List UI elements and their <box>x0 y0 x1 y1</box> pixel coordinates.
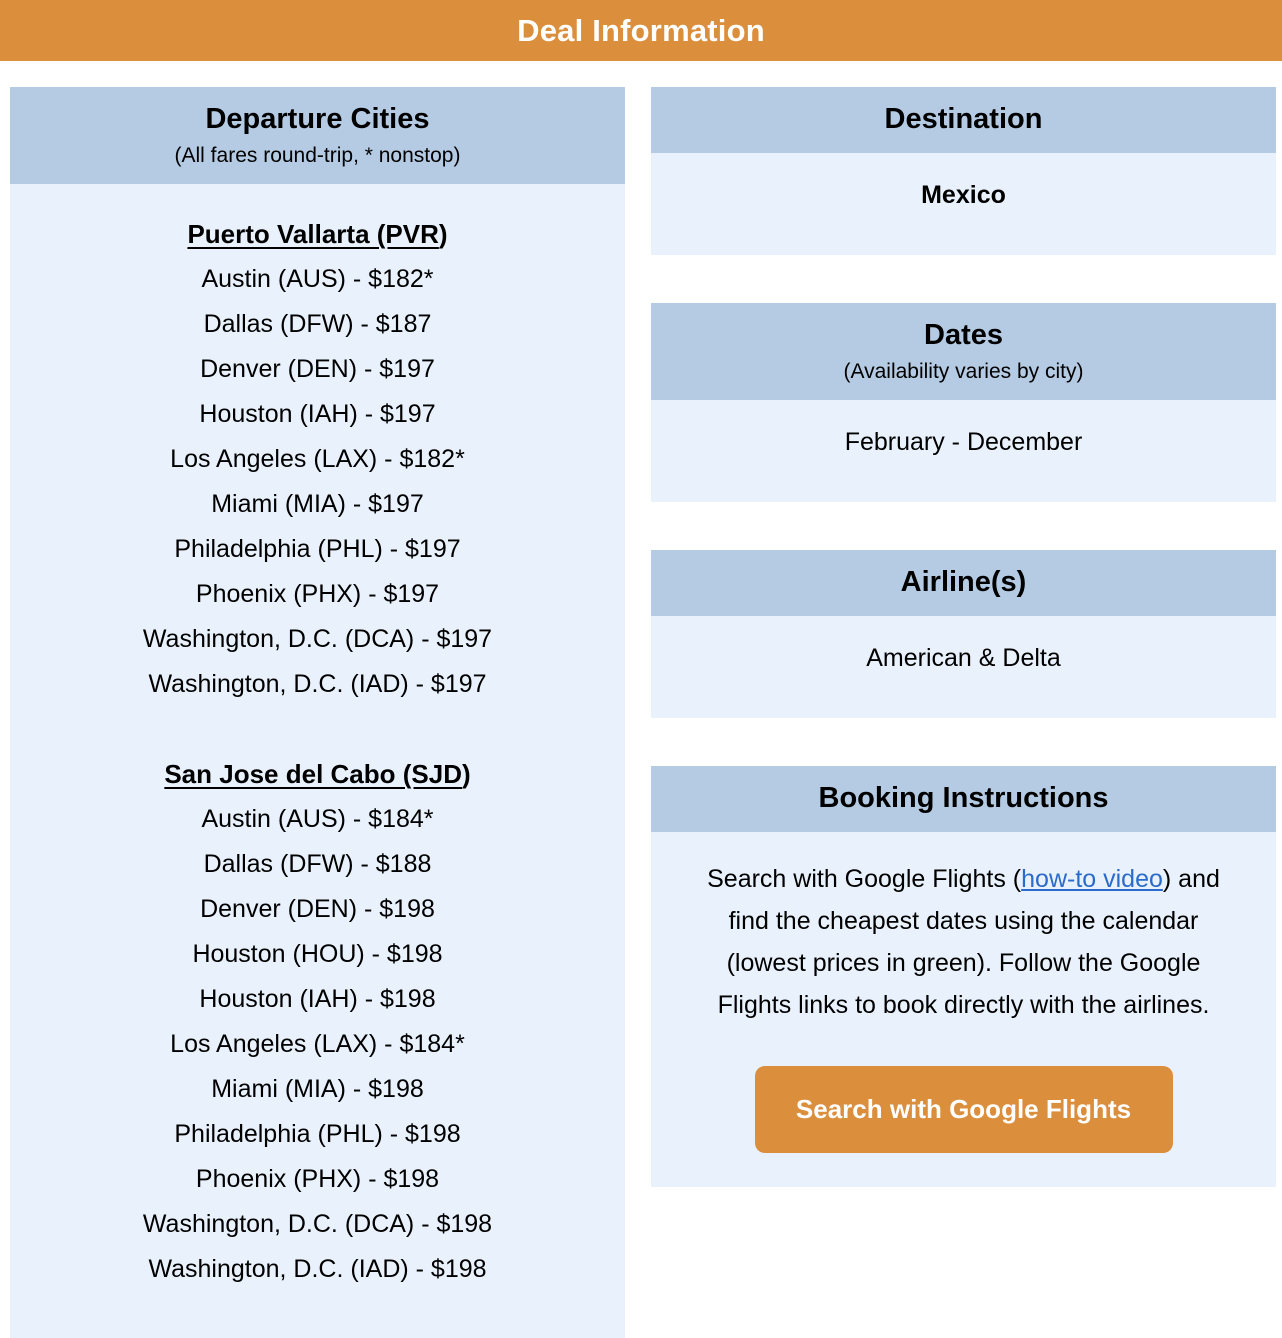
booking-instructions-text <box>689 858 1238 1026</box>
group-heading-suffix: ) <box>461 759 471 789</box>
fare-item: Austin (AUS) - $182* <box>201 265 434 293</box>
fare-item: Dallas (DFW) - $188 <box>203 850 432 878</box>
dates-subtitle: (Availability varies by city) <box>843 360 1084 383</box>
fare-item: Dallas (DFW) - $187 <box>203 310 432 338</box>
fare-item: Phoenix (PHX) - $197 <box>195 580 440 608</box>
fare-item: Washington, D.C. (IAD) - $198 <box>148 1255 487 1283</box>
search-google-flights-button[interactable]: Search with Google Flights <box>755 1066 1173 1153</box>
fare-item: Los Angeles (LAX) - $182* <box>170 445 465 473</box>
how-to-video-link[interactable]: how-to video <box>1021 865 1163 893</box>
booking-instructions-section <box>651 766 1276 1187</box>
dates-section <box>651 303 1276 502</box>
departure-cities-list <box>10 184 625 1338</box>
departure-cities-subtitle: (All fares round-trip, * nonstop) <box>174 144 461 167</box>
destination-title: Destination <box>884 103 1043 135</box>
group-heading-text: San Jose del Cabo (SJD <box>164 759 462 789</box>
deal-information-banner <box>0 0 1282 61</box>
page-title: Deal Information <box>517 12 765 48</box>
fare-item: Denver (DEN) - $197 <box>200 355 435 383</box>
fare-item: Austin (AUS) - $184* <box>201 805 434 833</box>
departure-cities-header <box>10 87 625 184</box>
fare-item: Washington, D.C. (DCA) - $198 <box>142 1210 493 1238</box>
airlines-header <box>651 550 1276 616</box>
destination-value: Mexico <box>921 181 1006 209</box>
airlines-title: Airline(s) <box>900 566 1027 598</box>
departure-cities-panel <box>10 87 625 1338</box>
dates-value: February - December <box>844 428 1083 456</box>
fare-item: Washington, D.C. (DCA) - $197 <box>142 625 493 653</box>
fare-item: Denver (DEN) - $198 <box>200 895 435 923</box>
group-heading-text: Puerto Vallarta (PVR <box>187 219 439 249</box>
fare-item: Washington, D.C. (IAD) - $197 <box>148 670 487 698</box>
destination-group-heading[interactable] <box>20 212 615 257</box>
dates-header <box>651 303 1276 400</box>
booking-instructions-header <box>651 766 1276 832</box>
group-heading-suffix: ) <box>438 219 448 249</box>
fare-item: Houston (IAH) - $197 <box>199 400 436 428</box>
destination-section <box>651 87 1276 255</box>
city-group <box>20 212 615 707</box>
airlines-section <box>651 550 1276 718</box>
booking-text-before-link: Search with Google Flights ( <box>707 865 1022 893</box>
airlines-value: American & Delta <box>866 644 1061 672</box>
fare-item: Miami (MIA) - $197 <box>211 490 424 518</box>
booking-instructions-title: Booking Instructions <box>818 782 1109 814</box>
fare-item: Philadelphia (PHL) - $198 <box>174 1120 461 1148</box>
fare-item: Houston (HOU) - $198 <box>192 940 443 968</box>
destination-header <box>651 87 1276 153</box>
departure-cities-title: Departure Cities <box>205 103 430 135</box>
content-columns <box>0 87 1282 1338</box>
fare-item: Phoenix (PHX) - $198 <box>195 1165 440 1193</box>
fare-item: Houston (IAH) - $198 <box>199 985 436 1013</box>
fare-item: Miami (MIA) - $198 <box>211 1075 424 1103</box>
fare-item: Los Angeles (LAX) - $184* <box>170 1030 465 1058</box>
city-group <box>20 752 615 1292</box>
deal-details-column <box>651 87 1276 1235</box>
destination-group-heading[interactable] <box>20 752 615 797</box>
booking-text-after-link: ) and find the cheapest dates using the calendar (lowest prices in green). Follow the Google Flights links to book directly with the airlines. <box>717 865 1220 1019</box>
fare-item: Philadelphia (PHL) - $197 <box>174 535 461 563</box>
dates-title: Dates <box>924 319 1003 351</box>
